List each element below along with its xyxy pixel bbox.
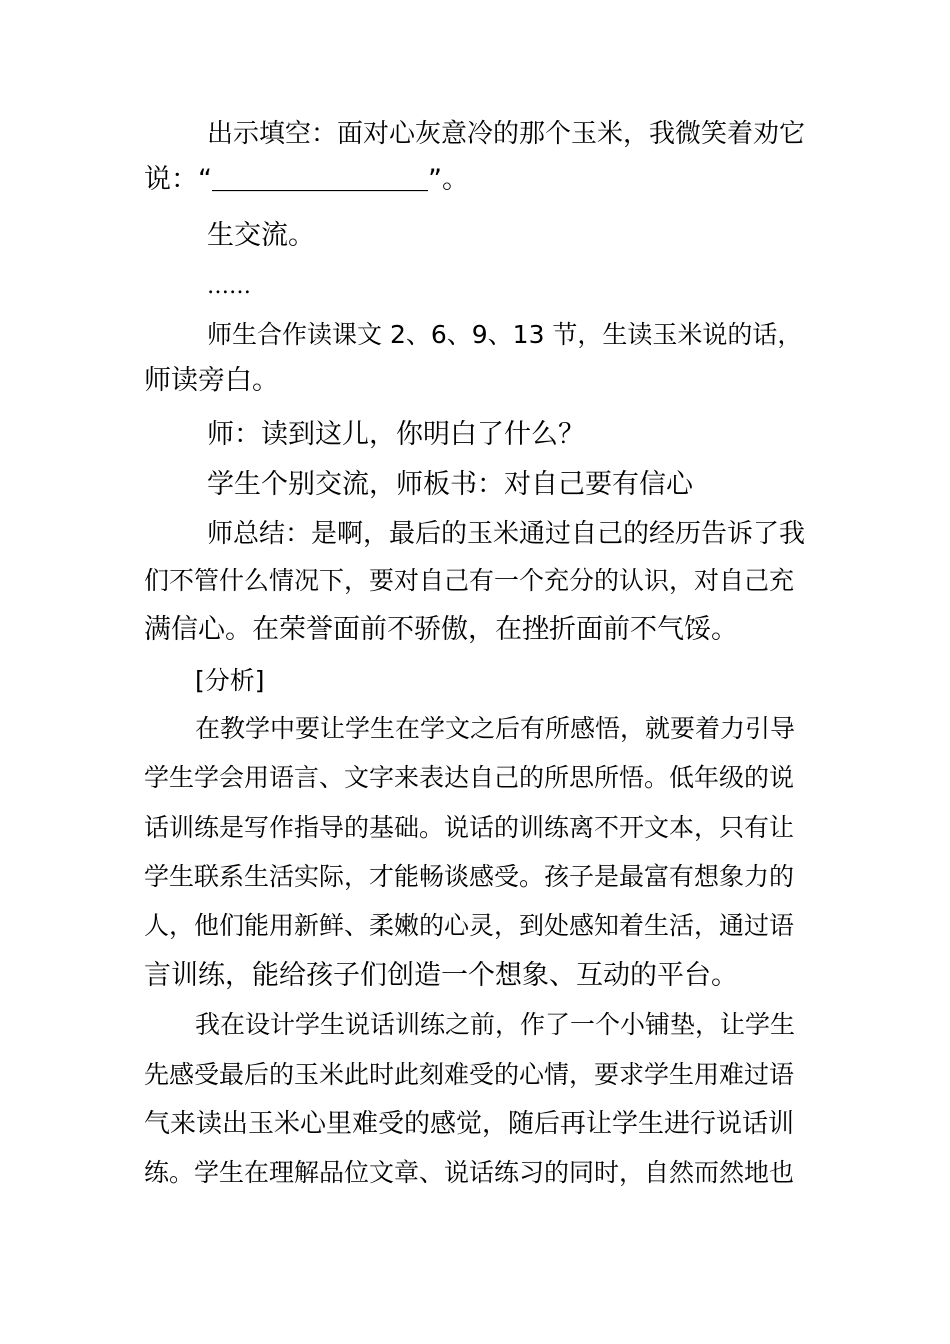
text-line-analysis-5: 人，他们能用新鲜、柔嫩的心灵，到处感知着生活，通过语	[144, 911, 795, 940]
text-line-design-1: 我在设计学生说话训练之前，作了一个小铺垫，让学生	[195, 1010, 796, 1039]
text-line-teacher-narration: 师读旁白。	[144, 365, 279, 396]
text-line-design-3: 气来读出玉米心里难受的感觉，随后再让学生进行说话训	[144, 1109, 795, 1139]
text-line-design-4: 练。学生在理解品位文章、说话练习的同时，自然而然地也	[144, 1158, 795, 1187]
text-line-summary-2: 们不管什么情况下，要对自己有一个充分的认识，对自己充	[144, 566, 795, 595]
text-line-design-2: 先感受最后的玉米此时此刻难受的心情，要求学生用难过语	[144, 1060, 795, 1089]
text-line-analysis-2: 学生学会用语言、文字来表达自己的所思所悟。低年级的说	[144, 763, 795, 792]
text-line-teacher-question: 师：读到这儿，你明白了什么？	[207, 419, 585, 450]
text-line-summary-1: 师总结：是啊，最后的玉米通过自己的经历告诉了我	[207, 519, 806, 549]
text-line-fill-in-prompt: 出示填空：面对心灰意冷的那个玉米，我微笑着劝它	[207, 119, 806, 149]
text-line-blackboard: 学生个别交流，师板书：对自己要有信心	[207, 469, 693, 500]
text-line-analysis-3: 话训练是写作指导的基础。说话的训练离不开文本，只有让	[144, 813, 795, 842]
text-line-cooperative-reading: 师生合作读课文 2、6、9、13 节，生读玉米说的话，	[207, 320, 803, 349]
text-line-analysis-1: 在教学中要让学生在学文之后有所感悟，就要着力引导	[195, 714, 796, 743]
text-line-analysis-4: 学生联系生活实际，才能畅谈感受。孩子是最富有想象力的	[144, 862, 795, 891]
text-line-summary-3: 满信心。在荣誉面前不骄傲，在挫折面前不气馁。	[144, 614, 738, 645]
text-line-student-exchange: 生交流。	[207, 220, 315, 251]
section-heading-analysis: [分析]	[195, 666, 265, 695]
text-line-fill-in-blank: 说：“＿＿＿＿＿＿＿＿”。	[144, 164, 469, 195]
text-line-analysis-6: 言训练，能给孩子们创造一个想象、互动的平台。	[144, 960, 738, 991]
text-line-ellipsis: ……	[207, 274, 251, 299]
